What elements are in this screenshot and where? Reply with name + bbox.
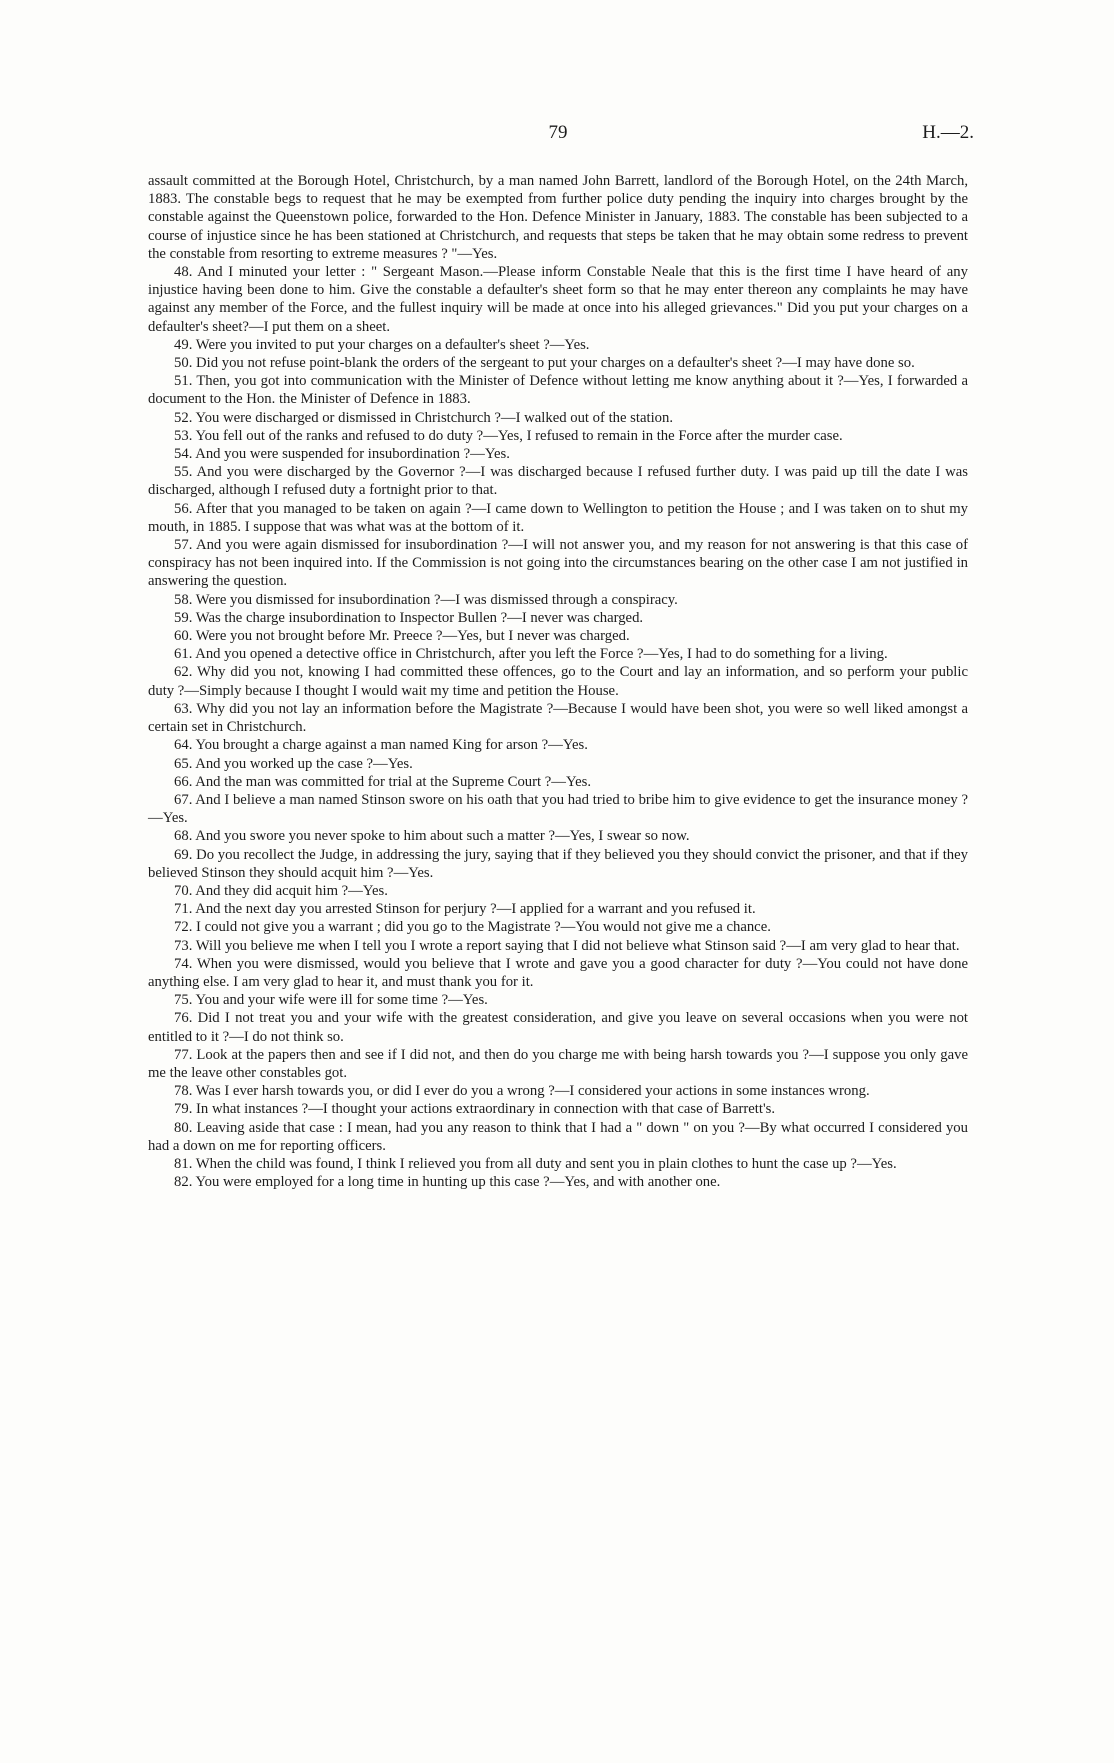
paragraph-q55: 55. And you were discharged by the Governor ?—I was discharged because I refused further duty. I was paid up till the date I was discharged, although I refused duty a fortnight prior to that. xyxy=(148,464,968,499)
paragraph-q64: 64. You brought a charge against a man named King for arson ?—Yes. xyxy=(174,737,588,754)
paragraph-q57: 57. And you were again dismissed for insubordination ?—I will not answer you, and my reason for not answering is that this case of conspiracy has not been inquired into. If the Commission is not going into the circumstances bearing on the other case I am not justified in answering the question. xyxy=(148,537,968,590)
paragraph-q68: 68. And you swore you never spoke to him about such a matter ?—Yes, I swear so now. xyxy=(174,828,690,845)
paragraph-q76: 76. Did I not treat you and your wife with the greatest consideration, and give you leave on several occasions when you were not entitled to it ?—I do not think so. xyxy=(148,1010,968,1045)
paragraph-q74: 74. When you were dismissed, would you believe that I wrote and gave you a good character for duty ?—You could not have done anything else. I am very glad to hear it, and must thank you for it. xyxy=(148,955,968,990)
paragraph-q65: 65. And you worked up the case ?—Yes. xyxy=(174,755,413,772)
paragraph-q73: 73. Will you believe me when I tell you I wrote a report saying that I did not believe what Stinson said ?—I am very glad to hear that. xyxy=(174,937,960,954)
paragraph-q61: 61. And you opened a detective office in Christchurch, after you left the Force ?—Yes, I had to do something for a living. xyxy=(174,646,888,663)
paragraph-q52: 52. You were discharged or dismissed in Christchurch ?—I walked out of the station. xyxy=(174,409,674,426)
paragraph-q48: 48. And I minuted your letter : " Sergeant Mason.—Please inform Constable Neale that this is the first time I have heard of any injustice having been done to him. Give the constable a defaulter's sheet form so that he may enter thereon any complaints he may have against any member of the Force, and the fullest inquiry will be made at once into his alleged grievances." Did you put your charges on a defaulter's sheet?—I put them on a sheet. xyxy=(148,264,968,335)
paragraph-q71: 71. And the next day you arrested Stinson for perjury ?—I applied for a warrant and you refused it. xyxy=(174,901,756,918)
paragraph-q50: 50. Did you not refuse point-blank the orders of the sergeant to put your charges on a defaulter's sheet ?—I may have done so. xyxy=(174,355,915,372)
paragraph-q51: 51. Then, you got into communication with the Minister of Defence without letting me know anything about it ?—Yes, I forwarded a document to the Hon. the Minister of Defence in 1883. xyxy=(148,373,968,408)
paragraph-q80: 80. Leaving aside that case : I mean, had you any reason to think that I had a " down " on you ?—By what occurred I considered you had a down on me for reporting officers. xyxy=(148,1119,968,1154)
paragraph-continuation: assault committed at the Borough Hotel, Christchurch, by a man named John Barrett, landlord of the Borough Hotel, on the 24th March, 1883. The constable begs to request that he may be exempted from further police duty pending the inquiry into charges brought by the constable against the Queenstown police, forwarded to the Hon. Defence Minister in January, 1883. The constable has been subjected to a course of injustice since he has been stationed at Christchurch, and requests that steps be taken that he may obtain some redress to prevent the constable from resorting to extreme measures ? "—Yes. xyxy=(148,173,968,262)
paragraph-q69: 69. Do you recollect the Judge, in addressing the jury, saying that if they believed you they should convict the prisoner, and that if they believed Stinson they should acquit him ?—Yes. xyxy=(148,846,968,881)
paragraph-q72: 72. I could not give you a warrant ; did you go to the Magistrate ?—You would not give me a chance. xyxy=(174,919,771,936)
paragraph-q70: 70. And they did acquit him ?—Yes. xyxy=(174,882,388,899)
testimony-body xyxy=(148,172,968,1191)
paragraph-q54: 54. And you were suspended for insubordination ?—Yes. xyxy=(174,446,510,463)
paragraph-q81: 81. When the child was found, I think I relieved you from all duty and sent you in plain clothes to hunt the case up ?—Yes. xyxy=(174,1155,897,1172)
paragraph-q59: 59. Was the charge insubordination to Inspector Bullen ?—I never was charged. xyxy=(174,609,644,626)
paragraph-q58: 58. Were you dismissed for insubordination ?—I was dismissed through a conspiracy. xyxy=(174,591,678,608)
paragraph-q75: 75. You and your wife were ill for some time ?—Yes. xyxy=(174,992,488,1009)
paragraph-q56: 56. After that you managed to be taken on again ?—I came down to Wellington to petition the House ; and I was taken on to shut my mouth, in 1885. I suppose that was what was at the bottom of it. xyxy=(148,500,968,535)
report-reference: H.—2. xyxy=(922,122,974,143)
paragraph-q78: 78. Was I ever harsh towards you, or did I ever do you a wrong ?—I considered your actions in some instances wrong. xyxy=(174,1083,870,1100)
paragraph-q63: 63. Why did you not lay an information before the Magistrate ?—Because I would have been shot, you were so well liked amongst a certain set in Christchurch. xyxy=(148,700,968,736)
page-header xyxy=(148,122,974,148)
paragraph-q60: 60. Were you not brought before Mr. Preece ?—Yes, but I never was charged. xyxy=(174,628,630,645)
paragraph-q67: 67. And I believe a man named Stinson swore on his oath that you had tried to bribe him to give evidence to get the insurance money ?—Yes. xyxy=(148,791,968,827)
paragraph-q77: 77. Look at the papers then and see if I did not, and then do you charge me with being harsh towards you ?—I suppose you only gave me the leave other constables got. xyxy=(148,1046,968,1081)
page-number: 79 xyxy=(548,122,568,143)
paragraph-q66: 66. And the man was committed for trial at the Supreme Court ?—Yes. xyxy=(174,773,592,790)
paragraph-q82: 82. You were employed for a long time in hunting up this case ?—Yes, and with another one. xyxy=(174,1174,721,1191)
paragraph-q62: 62. Why did you not, knowing I had committed these offences, go to the Court and lay an information, and so perform your public duty ?—Simply because I thought I would wait my time and petition the House. xyxy=(148,664,968,699)
paragraph-q49: 49. Were you invited to put your charges on a defaulter's sheet ?—Yes. xyxy=(174,336,590,353)
paragraph-q53: 53. You fell out of the ranks and refused to do duty ?—Yes, I refused to remain in the Force after the murder case. xyxy=(174,427,843,444)
paragraph-q79: 79. In what instances ?—I thought your actions extraordinary in connection with that case of Barrett's. xyxy=(174,1101,775,1118)
